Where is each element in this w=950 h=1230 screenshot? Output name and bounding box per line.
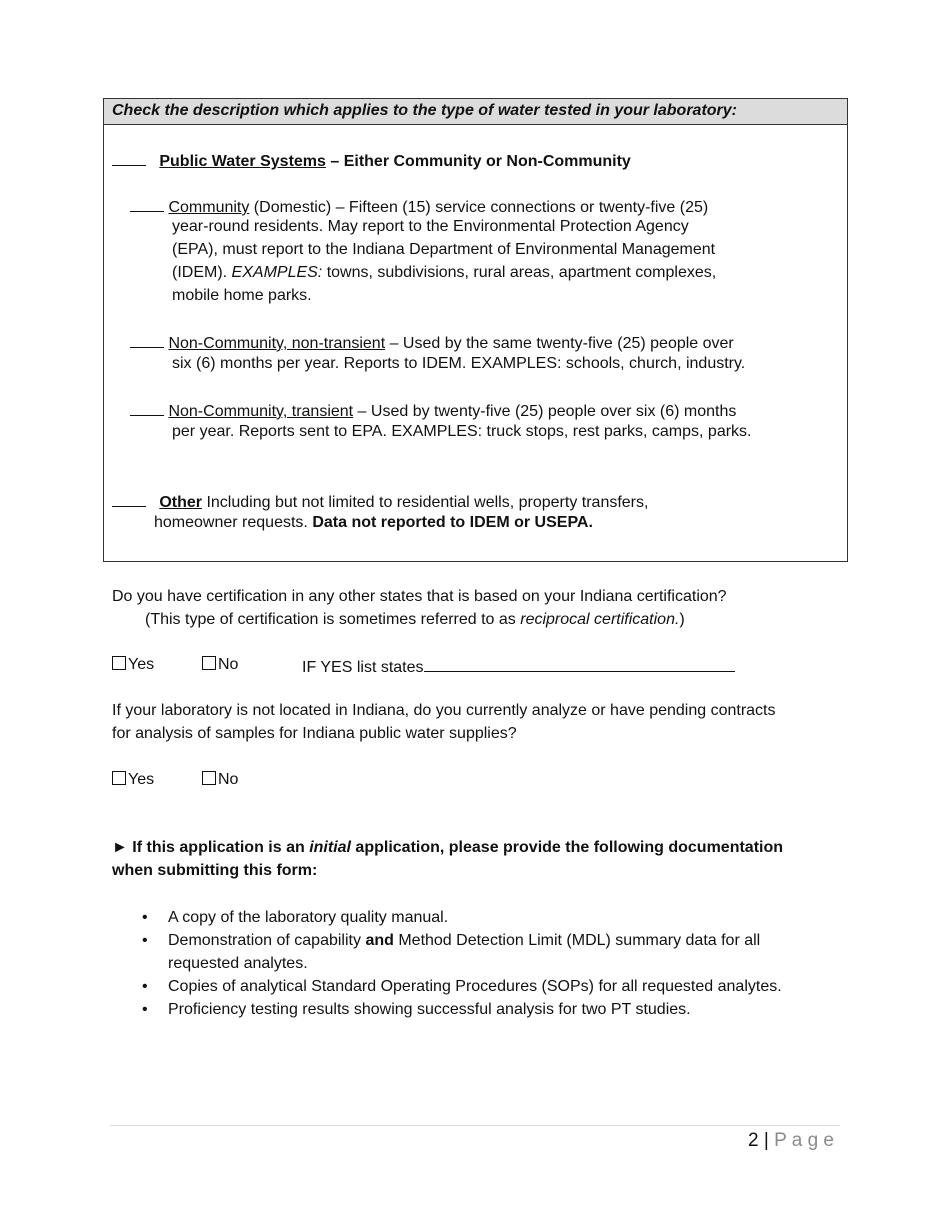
page-label: P a g e	[774, 1130, 834, 1151]
community-text-4b: towns, subdivisions, rural areas, apartment complexes,	[322, 264, 717, 281]
list-item: • A copy of the laboratory quality manual.	[112, 906, 832, 929]
public-water-line	[112, 150, 631, 171]
community-text-4a: (IDEM).	[172, 264, 232, 281]
community-line-1	[130, 196, 708, 217]
initial-emphasis: initial	[309, 839, 351, 856]
public-water-title: Public Water Systems	[159, 153, 326, 170]
footer-divider	[110, 1125, 840, 1126]
public-water-check-blank[interactable]	[112, 150, 146, 166]
community-text-1: (Domestic) – Fifteen (15) service connections or twenty-five (25)	[249, 199, 709, 216]
q1-line-2	[145, 611, 685, 629]
community-line-2: year-round residents. May report to the Environmental Protection Agency	[172, 218, 689, 235]
q1-yes-label: Yes	[128, 656, 155, 673]
nct-line-2: per year. Reports sent to EPA. EXAMPLES: truck stops, rest parks, camps, parks.	[172, 423, 752, 440]
community-term: Community	[168, 199, 250, 216]
other-text-2: homeowner requests.	[154, 514, 313, 531]
nct-line-1	[130, 400, 736, 421]
page-number: 2	[748, 1130, 759, 1151]
q2-no-checkbox[interactable]	[202, 771, 216, 785]
box-header	[104, 99, 847, 125]
ncnt-line-1	[130, 332, 734, 353]
list-item-bold: and	[365, 932, 394, 949]
ncnt-check-blank[interactable]	[130, 332, 164, 348]
community-check-blank[interactable]	[130, 196, 164, 212]
q2-yes-checkbox[interactable]	[112, 771, 126, 785]
footer-separator: |	[763, 1130, 769, 1151]
q2-yes-option[interactable]	[112, 771, 154, 789]
community-line-5: mobile home parks.	[172, 287, 312, 304]
nct-check-blank[interactable]	[130, 400, 164, 416]
other-line-1	[112, 491, 648, 512]
q2-line-2: for analysis of samples for Indiana public water supplies?	[112, 725, 517, 742]
other-term: Other	[159, 494, 203, 511]
q1-states-field[interactable]	[424, 656, 735, 672]
ncnt-term: Non-Community, non-transient	[168, 335, 386, 352]
q1-yes-option[interactable]	[112, 656, 154, 674]
other-not-reported: Data not reported to IDEM or USEPA.	[312, 514, 593, 531]
list-item: • Proficiency testing results showing successful analysis for two PT studies.	[112, 998, 832, 1021]
initial-text-a: If this application is an	[127, 839, 310, 856]
other-text-1: Including but not limited to residential wells, property transfers,	[202, 494, 649, 511]
nct-text-1: – Used by twenty-five (25) people over six (6) months	[353, 403, 737, 420]
ncnt-line-2: six (6) months per year. Reports to IDEM. EXAMPLES: schools, church, industry.	[172, 355, 746, 372]
q2-yes-label: Yes	[128, 771, 155, 788]
q1-text-2b: )	[679, 611, 685, 628]
q1-no-label: No	[218, 656, 239, 673]
nct-term: Non-Community, transient	[168, 403, 354, 420]
list-item-text: Demonstration of capability	[168, 932, 366, 949]
q1-yes-checkbox[interactable]	[112, 656, 126, 670]
community-line-3: (EPA), must report to the Indiana Department of Environmental Management	[172, 241, 716, 258]
list-item	[112, 929, 832, 975]
q2-no-label: No	[218, 771, 239, 788]
box-header-text: Check the description which applies to the type of water tested in your laboratory:	[112, 102, 737, 119]
q1-line-1: Do you have certification in any other states that is based on your Indiana certification?	[112, 588, 727, 605]
initial-text-b: application, please provide the following documentation	[350, 839, 784, 856]
documentation-list	[112, 906, 832, 1021]
page-footer	[748, 1130, 834, 1152]
other-line-2	[154, 514, 593, 532]
community-line-4	[172, 264, 716, 282]
q1-no-option[interactable]	[202, 656, 238, 674]
q1-no-checkbox[interactable]	[202, 656, 216, 670]
q2-no-option[interactable]	[202, 771, 238, 789]
arrow-icon: ►	[112, 839, 128, 856]
initial-line-1	[112, 839, 783, 857]
q1-text-2a: (This type of certification is sometimes referred to as	[145, 611, 521, 628]
list-item-text: Method Detection Limit (MDL) summary data for all requested analytes.	[168, 932, 761, 972]
ncnt-text-1: – Used by the same twenty-five (25) people over	[385, 335, 734, 352]
community-examples-label: EXAMPLES:	[231, 264, 323, 281]
list-item: • Copies of analytical Standard Operating Procedures (SOPs) for all requested analytes.	[112, 975, 832, 998]
q2-line-1: If your laboratory is not located in Indiana, do you currently analyze or have pending contracts	[112, 702, 776, 719]
other-check-blank[interactable]	[112, 491, 146, 507]
q1-states-line	[302, 656, 735, 677]
public-water-subtitle: – Either Community or Non-Community	[325, 153, 631, 170]
q1-states-label: IF YES list states	[302, 659, 424, 676]
initial-line-2: when submitting this form:	[112, 862, 318, 879]
q1-reciprocal-term: reciprocal certification.	[520, 611, 680, 628]
